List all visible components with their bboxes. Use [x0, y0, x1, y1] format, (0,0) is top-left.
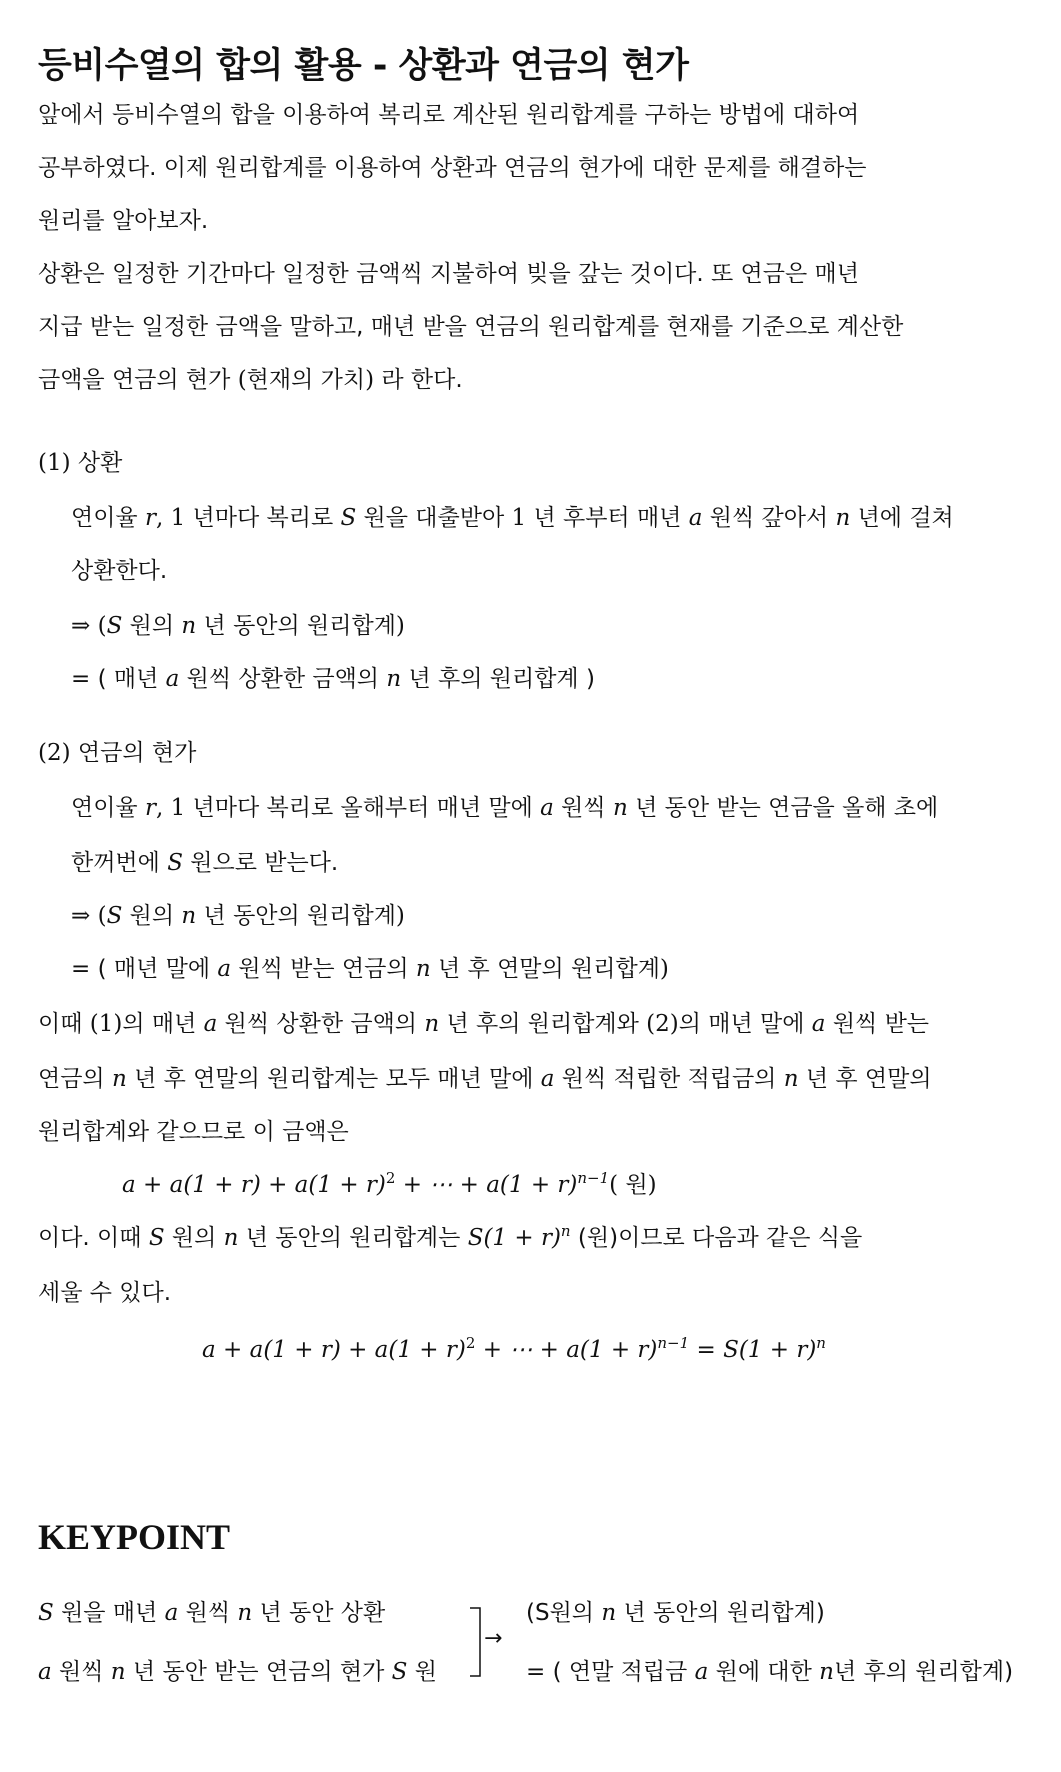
equation-formula: $a + a(1 + r) + a(1 + r)^2$ + ⋯ + $a(1 + r)^{n-1} = S(1 + r)^n$ — [202, 1334, 826, 1363]
conclusion-line-1: 이때 (1)의 매년 a 원씩 상환한 금액의 n 년 후의 원리합계와 (2)의 매년 말에 a 원씩 받는 — [38, 1011, 930, 1037]
section-1-implication: ⇒ (S 원의 n 년 동안의 원리합계) — [71, 613, 405, 639]
intro-line-5: 지급 받는 일정한 금액을 말하고, 매년 받을 연금의 원리합계를 현재를 기준으로 계산한 — [38, 314, 904, 340]
section-2-para-line-1: 연이율 r, 1 년마다 복리로 올해부터 매년 말에 a 원씩 n 년 동안 받는 연금을 올해 초에 — [71, 795, 939, 821]
conclusion-line-3: 원리합계와 같으므로 이 금액은 — [38, 1119, 349, 1145]
conclusion-line-2: 연금의 n 년 후 연말의 원리합계는 모두 매년 말에 a 원씩 적립한 적립금의 n 년 후 연말의 — [38, 1066, 932, 1092]
keypoint-left-line-1: S 원을 매년 a 원씩 n 년 동안 상환 — [38, 1600, 386, 1626]
intro-line-3: 원리를 알아보자. — [38, 208, 209, 234]
section-1-para-line-1: 연이율 r, 1 년마다 복리로 S 원을 대출받아 1 년 후부터 매년 a 원씩 갚아서 n 년에 걸쳐 — [71, 505, 954, 531]
keypoint-left-line-2: a 원씩 n 년 동안 받는 연금의 현가 S 원 — [38, 1659, 437, 1685]
section-2-heading: (2) 연금의 현가 — [38, 740, 197, 766]
page-title: 등비수열의 합의 활용 - 상환과 연금의 현가 — [38, 46, 689, 86]
intro-line-2: 공부하였다. 이제 원리합계를 이용하여 상환과 연금의 현가에 대한 문제를 해결하는 — [38, 155, 867, 181]
conclusion-line-5: 세울 수 있다. — [38, 1280, 172, 1306]
section-1-para-line-2: 상환한다. — [71, 558, 168, 584]
section-1-equals: = ( 매년 a 원씩 상환한 금액의 n 년 후의 원리합계 ) — [71, 666, 595, 692]
keypoint-right-line-1: (S원의 n 년 동안의 원리합계) — [526, 1600, 825, 1626]
intro-line-6: 금액을 연금의 현가 (현재의 가치) 라 한다. — [38, 367, 463, 393]
conclusion-line-4: 이다. 이때 S 원의 n 년 동안의 원리합계는 $S(1 + r)^n$ (원)이므로 다음과 같은 식을 — [38, 1222, 863, 1251]
right-arrow-icon: → — [484, 1626, 503, 1651]
keypoint-right-line-2: = ( 연말 적립금 a 원에 대한 n년 후의 원리합계) — [526, 1659, 1014, 1685]
section-2-implication: ⇒ (S 원의 n 년 동안의 원리합계) — [71, 903, 405, 929]
sum-formula: $a + a(1 + r) + a(1 + r)^2$ + ⋯ + $a(1 + r)^{n-1}$( 원) — [122, 1169, 657, 1198]
intro-line-1: 앞에서 등비수열의 합을 이용하여 복리로 계산된 원리합계를 구하는 방법에 대하여 — [38, 102, 860, 128]
keypoint-title: KEYPOINT — [38, 1517, 231, 1557]
keypoint-bracket-arrow — [470, 1606, 520, 1678]
section-2-equals: = ( 매년 말에 a 원씩 받는 연금의 n 년 후 연말의 원리합계) — [71, 956, 669, 982]
intro-line-4: 상환은 일정한 기간마다 일정한 금액씩 지불하여 빚을 갚는 것이다. 또 연금은 매년 — [38, 261, 859, 287]
section-1-heading: (1) 상환 — [38, 450, 123, 476]
section-2-para-line-2: 한꺼번에 S 원으로 받는다. — [71, 850, 339, 876]
